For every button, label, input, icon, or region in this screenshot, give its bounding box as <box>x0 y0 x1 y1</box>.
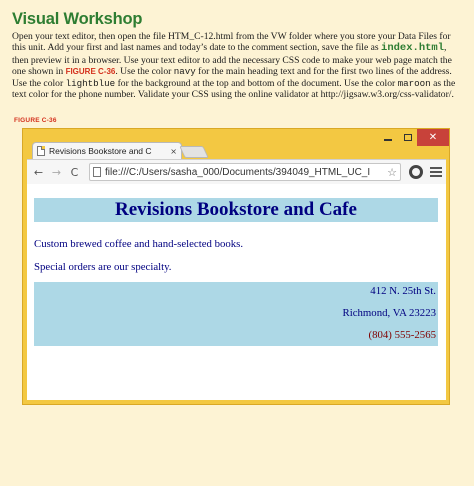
minimize-icon <box>384 139 392 141</box>
tab-close-icon[interactable]: × <box>170 146 177 156</box>
city-state-zip: Richmond, VA 23223 <box>342 307 436 319</box>
tagline-coffee: Custom brewed coffee and hand-selected books. <box>34 238 244 250</box>
browser-window <box>22 128 450 405</box>
browser-toolbar <box>27 159 446 184</box>
instructions-text-3: . Use the color <box>115 66 174 78</box>
maximize-button[interactable] <box>399 129 417 146</box>
bookmark-star-icon[interactable]: ☆ <box>387 165 397 179</box>
code-lightblue: lightblue <box>65 77 116 89</box>
street-address: 412 N. 25th St. <box>370 285 436 297</box>
maximize-icon <box>404 134 412 141</box>
page-icon <box>37 146 45 156</box>
forward-button[interactable]: → <box>51 165 62 179</box>
url-text: file:///C:/Users/sasha_000/Documents/394049_HTML_UC_I <box>105 166 371 178</box>
address-footer <box>34 282 438 346</box>
section-heading: Visual Workshop <box>12 10 143 28</box>
instructions-text-2: , then preview it in a browser. Use your text editor to add the necessary CSS code to make your web page match the one shown in <box>12 42 452 78</box>
window-close-button[interactable]: ✕ <box>417 129 449 146</box>
address-bar[interactable] <box>89 163 401 181</box>
page-header-banner <box>34 198 438 222</box>
figure-reference: FIGURE C-36 <box>65 67 116 77</box>
tab-title: Revisions Bookstore and C <box>49 146 152 156</box>
filename-highlight: index.html <box>381 42 445 55</box>
minimize-button[interactable] <box>379 129 397 146</box>
tab-strip <box>23 129 449 159</box>
browser-tab[interactable] <box>32 142 182 159</box>
tagline-special-orders: Special orders are our specialty. <box>34 261 172 273</box>
back-button[interactable]: ← <box>33 165 44 179</box>
code-maroon: maroon <box>397 77 431 89</box>
instructions-text-5: for the background at the top and bottom of the document. Use the color <box>115 77 398 89</box>
instructions-text-1: Open your text editor, then open the file HTM_C-12.html from the VW folder where you store your Data Files for this unit. Add your first and last names and today’s date to the comment section, save the file as <box>12 31 451 54</box>
instructions-text-4: for the main heading text and for the first two lines of the address. Use the color <box>12 66 452 89</box>
instructions-paragraph <box>12 31 464 100</box>
phone-number: (804) 555-2565 <box>368 329 436 341</box>
reload-button[interactable]: C <box>70 165 79 179</box>
code-navy: navy <box>173 66 196 78</box>
page-main-heading: Revisions Bookstore and Cafe <box>115 199 357 220</box>
new-tab-button[interactable] <box>179 146 209 158</box>
instructions-text-6: as the text color for the phone number. Validate your CSS using the online validator at http://jigsaw.w3.org/css-validator/. <box>12 77 456 101</box>
extension-icon[interactable] <box>409 165 423 179</box>
document-icon <box>93 167 101 177</box>
menu-icon[interactable] <box>430 167 442 177</box>
page-viewport <box>27 184 446 400</box>
figure-label: FIGURE C-36 <box>14 117 57 124</box>
